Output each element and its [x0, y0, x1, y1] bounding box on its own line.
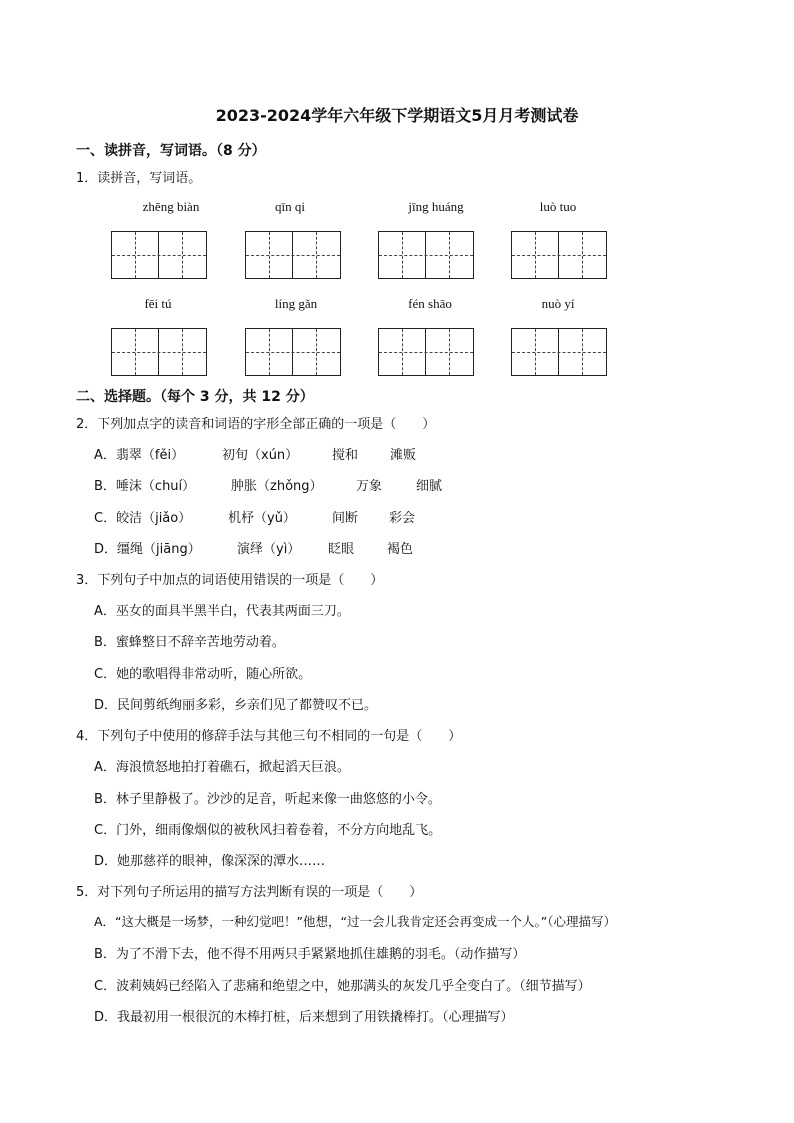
question-5-option-a[interactable]: A．“这大概是一场梦，一种幻觉吧！”他想，“过一会儿我肯定还会再变成一个人。”（心理描写） — [94, 914, 616, 929]
question-4-option-a[interactable]: A．海浪愤怒地拍打着礁石，掀起滔天巨浪。 — [94, 760, 350, 775]
question-2-option-d[interactable]: D．缰绳（jiāng） 演绎（yì） 眨眼 褐色 — [94, 542, 414, 557]
writing-grid[interactable] — [245, 231, 341, 279]
pinyin-label: fēi tú — [144, 296, 172, 311]
pinyin-label: zhēng biàn — [142, 199, 200, 214]
question-5-stem: 5．对下列句子所运用的描写方法判断有误的一项是（ ） — [76, 885, 423, 900]
pinyin-label: nuò yí — [541, 296, 575, 311]
question-3-option-a[interactable]: A．巫女的面具半黑半白，代表其两面三刀。 — [94, 604, 350, 619]
writing-grid[interactable] — [245, 328, 341, 376]
question-4-stem: 4．下列句子中使用的修辞手法与其他三句不相同的一句是（ ） — [76, 729, 462, 744]
page-title: 2023-2024学年六年级下学期语文5月月考测试卷 — [215, 106, 579, 125]
question-1-stem: 1．读拼音，写词语。 — [76, 171, 202, 186]
question-3-option-b[interactable]: B．蜜蜂整日不辞辛苦地劳动着。 — [94, 635, 285, 650]
section-1-heading: 一、读拼音，写词语。（8 分） — [76, 143, 266, 159]
pinyin-label: luò tuo — [539, 199, 577, 214]
writing-grid[interactable] — [378, 328, 474, 376]
section-2-heading: 二、选择题。（每个 3 分，共 12 分） — [76, 389, 314, 405]
pinyin-label: jīng huáng — [408, 199, 464, 214]
writing-grid[interactable] — [111, 231, 207, 279]
question-5-option-d[interactable]: D．我最初用一根很沉的木棒打桩，后来想到了用铁撬棒打。（心理描写） — [94, 1010, 514, 1025]
question-3-stem: 3．下列句子中加点的词语使用错误的一项是（ ） — [76, 573, 384, 588]
writing-grid[interactable] — [378, 231, 474, 279]
question-3-option-d[interactable]: D．民间剪纸绚丽多彩，乡亲们见了都赞叹不已。 — [94, 698, 378, 713]
question-3-option-c[interactable]: C．她的歌唱得非常动听，随心所欲。 — [94, 667, 312, 682]
question-2-stem: 2．下列加点字的读音和词语的字形全部正确的一项是（ ） — [76, 417, 436, 432]
question-4-option-d[interactable]: D．她那慈祥的眼神，像深深的潭水…… — [94, 854, 326, 869]
question-4-option-c[interactable]: C．门外，细雨像烟似的被秋风扫着卷着，不分方向地乱飞。 — [94, 823, 442, 838]
pinyin-label: qīn qi — [275, 199, 305, 214]
question-4-option-b[interactable]: B．林子里静极了。沙沙的足音，听起来像一曲悠悠的小令。 — [94, 792, 441, 807]
writing-grid[interactable] — [511, 231, 607, 279]
question-2-option-b[interactable]: B．唾沫（chuí） 肿胀（zhǒng） 万象 细腻 — [94, 479, 443, 494]
question-5-option-c[interactable]: C．波莉姨妈已经陷入了悲痛和绝望之中，她那满头的灰发几乎全变白了。（细节描写） — [94, 979, 591, 994]
question-2-option-a[interactable]: A．翡翠（fěi） 初旬（xún） 搅和 滩贩 — [94, 448, 417, 463]
pinyin-label: fén shāo — [408, 296, 452, 311]
question-5-option-b[interactable]: B．为了不滑下去，他不得不用两只手紧紧地抓住雄鹅的羽毛。（动作描写） — [94, 947, 526, 962]
question-2-option-c[interactable]: C．皎洁（jiǎo） 机杼（yǔ） 间断 彩会 — [94, 511, 416, 526]
writing-grid[interactable] — [111, 328, 207, 376]
writing-grid[interactable] — [511, 328, 607, 376]
pinyin-label: líng gǎn — [274, 296, 318, 311]
